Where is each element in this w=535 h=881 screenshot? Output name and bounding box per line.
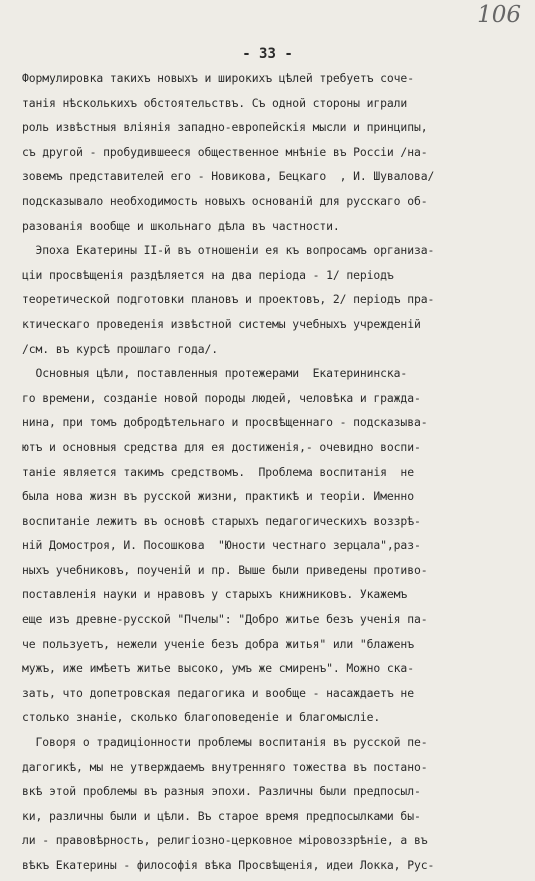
text-line: танія нѣсколькихъ обстоятельствъ. Съ одной стороны играли	[22, 95, 408, 110]
text-line: вѣкъ Екатерины - философія вѣка Просвѣщенія, идеи Локка, Рус-	[22, 858, 435, 872]
text-line: вкѣ этой проблемы въ разныя эпохи. Различны были предпосыл-	[22, 784, 421, 799]
text-line: Говоря о традиціонности проблемы воспитанія въ русской пе-	[22, 735, 428, 750]
text-line: ній Домостроя, И. Посошкова "Юности честнаго зерцала",раз-	[22, 538, 421, 553]
text-line: ютъ и основныя средства для ея достиженія,- очевидно воспи-	[22, 439, 421, 454]
text-line: еще изъ древне-русской "Пчелы": "Добро житье безъ ученія па-	[22, 612, 428, 627]
text-line: теоретической подготовки плановъ и проектовъ, 2/ періодъ пра-	[22, 292, 435, 307]
text-line: Эпоха Екатерины II-й въ отношеніи ея къ вопросамъ организа-	[22, 243, 435, 258]
text-line: подсказывало необходимость новыхъ основаній для русскаго об-	[22, 193, 428, 208]
text-line: ціи просвѣщенія раздѣляется на два періода - 1/ періодъ	[22, 267, 394, 282]
text-line: столько знаніе, сколько благоповеденіе и благомысліе.	[22, 710, 381, 725]
text-line: зать, что допетровская педагогика и вообще - насаждаетъ не	[22, 685, 414, 700]
text-line: была нова жизн въ русской жизни, практикѣ и теоріи. Именно	[22, 489, 414, 504]
typed-text-body	[22, 66, 522, 878]
text-line: таніе является такимъ средствомъ. Проблема воспитанія не	[22, 464, 414, 479]
text-line: /см. въ курсѣ прошлаго года/.	[22, 341, 218, 356]
text-line: мужъ, иже имѣетъ житье высоко, умъ же смиренъ". Можно ска-	[22, 661, 414, 676]
text-line: нина, при томъ добродѣтельнаго и просвѣщеннаго - подсказыва-	[22, 415, 428, 430]
text-line: го времени, созданіе новой породы людей, человѣка и гражда-	[22, 390, 421, 405]
text-line: Формулировка такихъ новыхъ и широкихъ цѣлей требуетъ сочe-	[22, 71, 414, 85]
text-line: ли - правовѣрность, религіозно-церковное міровоззрѣніе, а въ	[22, 833, 428, 848]
text-line: поставленія науки и нравовъ у старыхъ книжниковъ. Укажемъ	[22, 587, 408, 602]
text-line: дагогикѣ, мы не утверждаемъ внутренняго тожества въ постано-	[22, 759, 428, 774]
paragraph	[22, 361, 522, 730]
text-line: воспитаніе лежитъ въ основѣ старыхъ педагогическихъ воззрѣ-	[22, 513, 421, 528]
text-line: разованія вообще и школьнаго дѣла въ частности.	[22, 218, 340, 233]
page-number: - 33 -	[242, 46, 293, 62]
paragraph	[22, 730, 522, 878]
paragraph	[22, 238, 522, 361]
text-line: ктическаго проведенія извѣстной системы учебныхъ учрежденій	[22, 316, 421, 331]
paragraph	[22, 66, 522, 238]
text-line: ныхъ учебниковъ, поученій и пр. Выше были приведены противо-	[22, 562, 428, 577]
text-line: Основныя цѣли, поставленныя протежерами Екатерининска-	[22, 366, 408, 381]
text-line: роль извѣстныя вліянія западно-европейскія мысли и принципы,	[22, 120, 428, 135]
text-line: съ другой - пробудившееся общественное мнѣніе въ Россіи /на-	[22, 144, 428, 159]
text-line: ки, различны были и цѣли. Въ старое время предпосылками бы-	[22, 808, 421, 823]
text-line: че пользуетъ, нежели ученіе безъ добра житья" или "блаженъ	[22, 636, 414, 651]
text-line: зовемъ представителей его - Новикова, Бецкаго , И. Шувалова/	[22, 169, 435, 184]
handwritten-folio-number: 106	[477, 2, 521, 28]
